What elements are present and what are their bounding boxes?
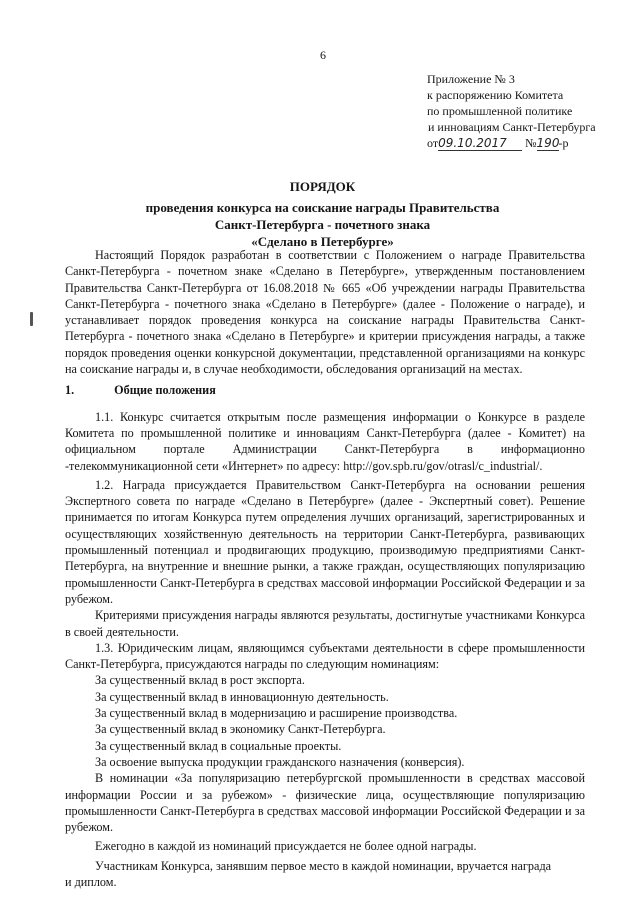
appendix-block: [427, 71, 632, 151]
nomination-item: За существенный вклад в рост экспорта.: [95, 673, 305, 688]
popularization-paragraph: В номинации «За популяризацию петербургской промышленности в средствах массовой информации России и за рубежом» - физические лица, осуществляющие популяризацию промышленности Санкт-Петербурга в средствах массовой информации Российской Федерации и за рубежом.: [65, 771, 585, 835]
yearly-award-paragraph: Ежегодно в каждой из номинаций присуждается не более одной награды.: [95, 839, 477, 854]
scan-mark: [30, 312, 33, 326]
nomination-item: За существенный вклад в модернизацию и расширение производства.: [95, 706, 458, 721]
number-suffix: -р: [558, 136, 569, 150]
winners-paragraph: Участникам Конкурса, занявшим первое место в каждой номинации, вручается награда: [95, 858, 552, 873]
paragraph-1-3: 1.3. Юридическим лицам, являющимся субъектами деятельности в сфере промышленности Санкт-Петербурга, присуждаются награды по следующим номинациям:: [65, 640, 585, 672]
title-heading: ПОРЯДОК: [289, 179, 356, 194]
appendix-line: к распоряжению Комитета: [427, 88, 564, 102]
appendix-line: Приложение № 3: [427, 72, 515, 86]
document-title: [60, 178, 585, 250]
date-prefix: от: [427, 136, 439, 150]
section-number: 1.: [65, 383, 75, 398]
page-number: 6: [320, 48, 326, 62]
nomination-item: За освоение выпуска продукции гражданского назначения (конверсия).: [95, 754, 465, 769]
number-prefix: №: [525, 136, 537, 150]
intro-paragraph: Настоящий Порядок разработан в соответствии с Положением о награде Правительства Санкт-Петербурга - почетном знаке «Сделано в Петербурге», утвержденным постановлением Правительства Санкт-Петербурга от 16.08.2018 № 665 «Об учреждении награды Правительства Санкт-Петербурга - почетного знака «Сделано в Петербурге» (далее - Положение о награде), и устанавливает порядок проведения конкурса на соискание награды Правительства Санкт-Петербурга - почетного знака «Сделано в Петербурге» и критерии присуждения награды, а также порядок проведения оценки конкурсной документации, представленной организациями на конкурс на соискание награды и, в случае необходимости, обследования организаций на местах.: [65, 248, 585, 377]
criteria-paragraph: Критериями присуждения награды являются результаты, достигнутые участниками Конкурса в своей деятельности.: [65, 608, 585, 639]
title-line: «Сделано в Петербурге»: [251, 234, 394, 249]
paragraph-1-2: 1.2. Награда присуждается Правительством Санкт-Петербурга на основании решения Экспертного совета по награде «Сделано в Петербурге» (далее - Экспертный совет). Решение принимается по итогам Конкурса путем определения лучших организаций, зарегистрированных и осуществляющих хозяйственную деятельность на территории Санкт-Петербурга, развивающих промышленный потенциал и продвигающих продукцию, производимую предприятиями Санкт-Петербурга, на внутренние и внешние рынки, а также граждан, осуществляющих популяризацию промышленности Санкт-Петербурга в средствах массовой информации Российской Федерации и за рубежом.: [65, 477, 585, 606]
appendix-line: и инновациям Санкт-Петербурга: [428, 120, 596, 134]
paragraph-1-1: 1.1. Конкурс считается открытым после размещения информации о Конкурсе в разделе Комитета по промышленной политике и инновациям Санкт-Петербурга (далее - Комитет) на официальном портале Администрации Санкт-Петербурга в информационно -телекоммуникационной сети «Интернет» по адресу: http://gov.spb.ru/gov/otrasl/c_industrial/.: [65, 409, 585, 473]
handwritten-number: 190: [536, 136, 560, 150]
winners-paragraph-end: и диплом.: [65, 874, 117, 889]
title-line: проведения конкурса на соискание награды Правительства: [145, 200, 500, 215]
appendix-line: по промышленной политике: [427, 104, 573, 118]
title-line: Санкт-Петербурга - почетного знака: [214, 217, 431, 232]
nomination-item: За существенный вклад в социальные проекты.: [95, 738, 342, 753]
nomination-item: За существенный вклад в инновационную деятельность.: [95, 689, 389, 704]
nomination-item: За существенный вклад в экономику Санкт-Петербурга.: [95, 722, 386, 737]
section-title: Общие положения: [114, 383, 216, 398]
handwritten-date: 09.10.2017: [438, 137, 522, 151]
document-body: [65, 247, 585, 890]
section-heading: [65, 382, 585, 398]
appendix-date-line: [427, 135, 632, 151]
